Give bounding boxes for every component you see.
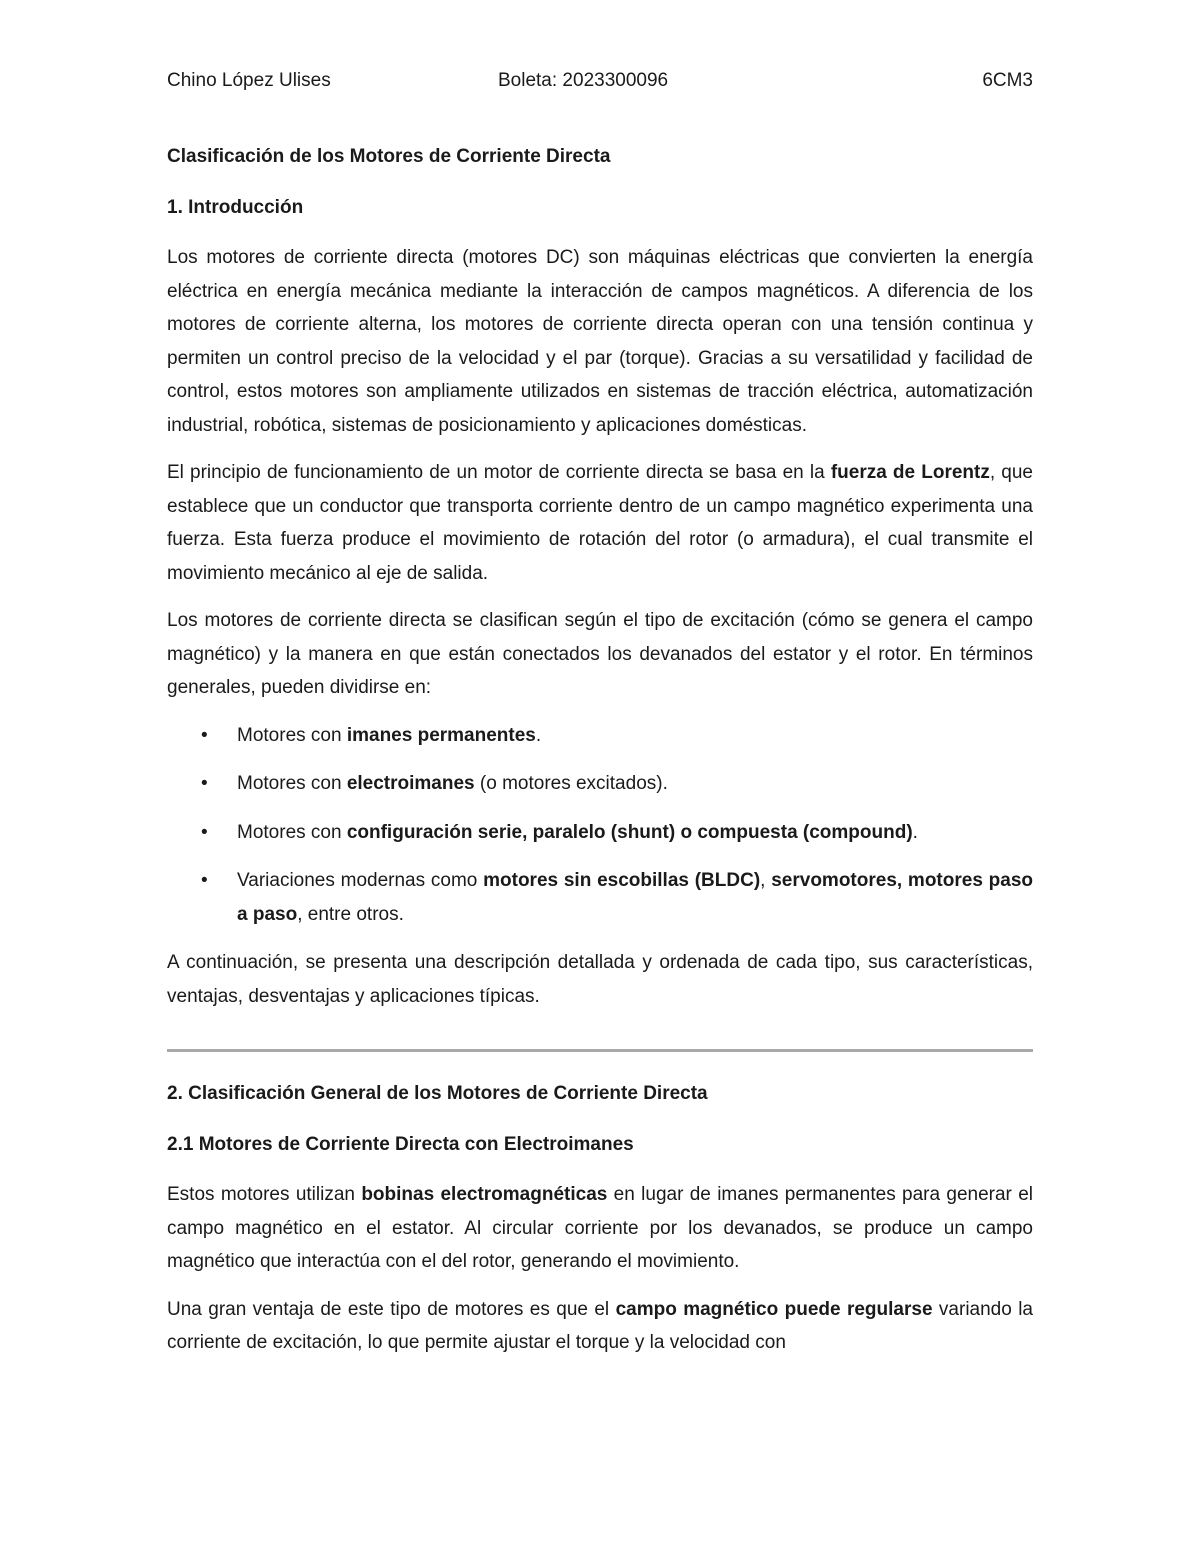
text-run: El principio de funcionamiento de un motor de corriente directa se basa en la <box>167 462 831 483</box>
section1-paragraph-4: A continuación, se presenta una descripción detallada y ordenada de cada tipo, sus características, ventajas, desventajas y aplicaciones típicas. <box>167 952 1033 1007</box>
text-run: . <box>912 821 918 843</box>
text-run: (o motores excitados). <box>474 773 668 794</box>
text-run-bold: configuración serie, paralelo (shunt) o compuesta (compound) <box>346 821 913 843</box>
text-run-bold: campo magnético puede regularse <box>615 1298 933 1320</box>
text-run: variando la corriente de excitación, lo que permite ajustar el torque y la velocidad con <box>167 1298 1034 1353</box>
section1-paragraph-3: Los motores de corriente directa se clasifican según el tipo de excitación (cómo se genera el campo magnético) y la manera en que están conectados los devanados del estator y el rotor. En términos generales, pueden dividirse en: <box>167 610 1033 698</box>
text-run: Motores con <box>237 821 347 843</box>
section1-paragraph-2 <box>167 456 1033 590</box>
text-run: , que establece que un conductor que transporta corriente dentro de un campo magnético experimenta una fuerza. Esta fuerza produce el movimiento de rotación del rotor (o armadura), el cual transmite el movimiento mecánico al eje de salida. <box>167 462 1033 584</box>
list-item <box>167 767 1033 801</box>
text-run: Una gran ventaja de este tipo de motores es que el <box>167 1298 616 1320</box>
section2-paragraph-2 <box>167 1293 1033 1360</box>
text-run-bold: servomotores, motores paso a paso <box>237 870 1034 925</box>
text-run: , <box>760 870 772 891</box>
text-run-bold: electroimanes <box>346 773 475 794</box>
text-run-bold: imanes permanentes <box>346 724 536 746</box>
header-author: Chino López Ulises <box>167 70 331 91</box>
list-item <box>167 816 1033 850</box>
text-run-bold: fuerza de Lorentz <box>830 462 990 483</box>
text-run: Estos motores utilizan <box>167 1184 362 1205</box>
section1-paragraph-1: Los motores de corriente directa (motores DC) son máquinas eléctricas que convierten la energía eléctrica en energía mecánica mediante la interacción de campos magnéticos. A diferencia de los motores de corriente alterna, los motores de corriente directa operan con una tensión continua y permiten un control preciso de la velocidad y el par (torque). Gracias a su versatilidad y facilidad de control, estos motores son ampliamente utilizados en sistemas de tracción eléctrica, automatización industrial, robótica, sistemas de posicionamiento y aplicaciones domésticas. <box>167 247 1033 436</box>
motor-types-list <box>167 719 1033 932</box>
page-header <box>167 70 1033 100</box>
text-run: en lugar de imanes permanentes para generar el campo magnético en el estator. Al circular corriente por los devanados, se produce un campo magnético que interactúa con el del rotor, generando el movimiento. <box>167 1184 1034 1272</box>
text-run: . <box>535 724 542 746</box>
section2-heading: 2. Clasificación General de los Motores de Corriente Directa <box>167 1083 708 1104</box>
header-boleta: Boleta: 2023300096 <box>498 70 669 91</box>
text-run: Variaciones modernas como <box>237 870 484 891</box>
section1-heading: 1. Introducción <box>167 196 304 218</box>
text-run: Motores con <box>237 773 347 794</box>
text-run: , entre otros. <box>297 903 404 925</box>
page-content <box>167 70 1033 1360</box>
section2-paragraph-1 <box>167 1178 1033 1279</box>
horizontal-divider <box>167 1049 1033 1052</box>
list-item <box>167 864 1033 931</box>
header-group: 6CM3 <box>982 70 1033 91</box>
list-item <box>167 719 1033 753</box>
text-run-bold: motores sin escobillas (BLDC) <box>483 870 761 891</box>
section2-subheading: 2.1 Motores de Corriente Directa con Electroimanes <box>167 1133 634 1155</box>
text-run-bold: bobinas electromagnéticas <box>361 1184 608 1205</box>
text-run: Motores con <box>237 724 347 746</box>
document-title: Clasificación de los Motores de Corriente Directa <box>167 146 611 167</box>
